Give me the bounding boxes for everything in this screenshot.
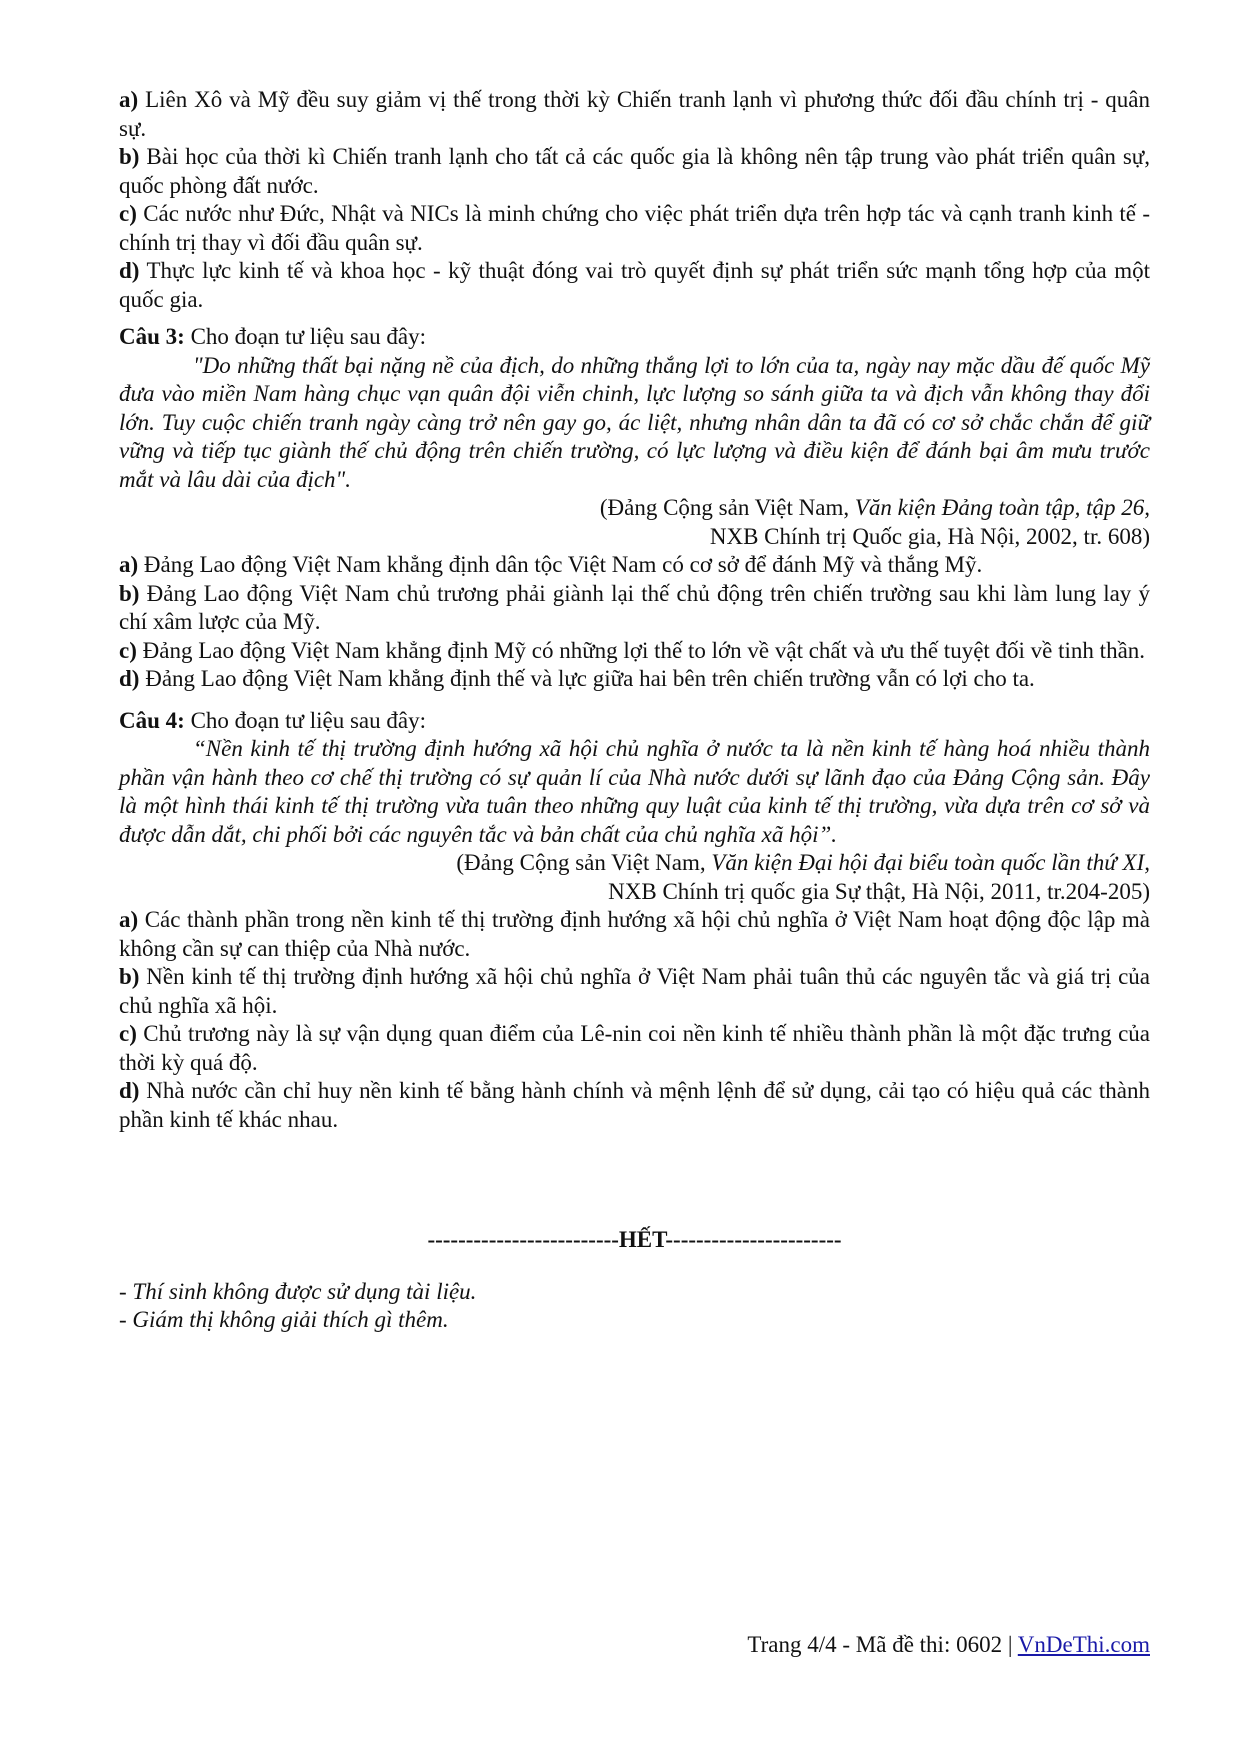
exam-page bbox=[119, 86, 1150, 1335]
q3-option-d: d) Đảng Lao động Việt Nam khẳng định thế và lực giữa hai bên trên chiến trường vẫn có lợi cho ta. bbox=[119, 666, 1035, 691]
q3-source: (Đảng Cộng sản Việt Nam, Văn kiện Đảng toàn tập, tập 26, bbox=[599, 495, 1150, 520]
q2-option-a: a) Liên Xô và Mỹ đều suy giảm vị thế trong thời kỳ Chiến tranh lạnh vì phương thức đối đầu chính trị - quân sự. bbox=[119, 87, 1151, 141]
q4-source-line2: NXB Chính trị quốc gia Sự thật, Hà Nội, 2011, tr.204-205) bbox=[608, 878, 1150, 904]
q4-option-c: c) Chủ trương này là sự vận dụng quan điểm của Lê-nin coi nền kinh tế nhiều thành phần là một đặc trưng của thời kỳ quá độ. bbox=[119, 1021, 1150, 1075]
q2-option-d: d) Thực lực kinh tế và khoa học - kỹ thuật đóng vai trò quyết định sự phát triển sức mạnh tổng hợp của một quốc gia. bbox=[119, 258, 1150, 312]
q4-option-d: d) Nhà nước cần chỉ huy nền kinh tế bằng hành chính và mệnh lệnh để sử dụng, cải tạo có hiệu quả các thành phần kinh tế khác nhau. bbox=[119, 1078, 1151, 1132]
q4-quote: “Nền kinh tế thị trường định hướng xã hội chủ nghĩa ở nước ta là nền kinh tế hàng hoá nhiều thành phần vận hành theo cơ chế thị trường có sự quản lí của Nhà nước dưới sự lãnh đạo của Đảng Cộng sản. Đây là một hình thái kinh tế thị trường vừa tuân theo những quy luật của kinh tế thị trường, vừa dựa trên cơ sở và được dẫn dắt, chi phối bởi các nguyên tắc và bản chất của chủ nghĩa xã hội”. bbox=[119, 736, 1150, 847]
page-footer: Trang 4/4 - Mã đề thi: 0602 | VnDeThi.com bbox=[747, 1632, 1150, 1657]
q2-option-c: c) Các nước như Đức, Nhật và NICs là minh chứng cho việc phát triển dựa trên hợp tác và cạnh tranh kinh tế - chính trị thay vì đối đầu quân sự. bbox=[119, 201, 1150, 255]
note-no-explanation: - Giám thị không giải thích gì thêm. bbox=[119, 1307, 449, 1332]
q3-option-a: a) Đảng Lao động Việt Nam khẳng định dân tộc Việt Nam có cơ sở để đánh Mỹ và thắng Mỹ. bbox=[119, 552, 983, 577]
q2-option-b: b) Bài học của thời kì Chiến tranh lạnh cho tất cả các quốc gia là không nên tập trung vào phát triển quân sự, quốc phòng đất nước. bbox=[119, 144, 1151, 198]
q2-options bbox=[119, 86, 1150, 314]
q3-quote: "Do những thất bại nặng nề của địch, do những thắng lợi to lớn của ta, ngày nay mặc dầu đế quốc Mỹ đưa vào miền Nam hàng chục vạn quân đội viễn chinh, lực lượng so sánh giữa ta và địch vẫn không thay đổi lớn. Tuy cuộc chiến tranh ngày càng trở nên gay go, ác liệt, nhưng nhân dân ta đã có cơ sở chắc chắn để giữ vững và tiếp tục giành thế chủ động trên chiến trường, có lực lượng và điều kiện để đánh bại âm mưu trước mắt và lâu dài của địch". bbox=[119, 352, 1150, 492]
q3-option-b: b) Đảng Lao động Việt Nam chủ trương phải giành lại thế chủ động trên chiến trường sau khi làm lung lay ý chí xâm lược của Mỹ. bbox=[119, 580, 1150, 634]
q4-source: (Đảng Cộng sản Việt Nam, Văn kiện Đại hội đại biểu toàn quốc lần thứ XI, bbox=[456, 850, 1150, 875]
note-no-materials: - Thí sinh không được sử dụng tài liệu. bbox=[119, 1278, 477, 1304]
question-3 bbox=[119, 323, 1150, 694]
q4-option-a: a) Các thành phần trong nền kinh tế thị trường định hướng xã hội chủ nghĩa ở Việt Nam hoạt động độc lập mà không cần sự can thiệp của Nhà nước. bbox=[119, 907, 1151, 961]
q3-prompt: Câu 3: Cho đoạn tư liệu sau đây: bbox=[119, 324, 426, 349]
question-4 bbox=[119, 707, 1150, 1135]
q3-source-line2: NXB Chính trị Quốc gia, Hà Nội, 2002, tr. 608) bbox=[709, 523, 1150, 549]
q3-option-c: c) Đảng Lao động Việt Nam khẳng định Mỹ có những lợi thế to lớn về vật chất và ưu thế tuyệt đối về tinh thần. bbox=[119, 637, 1146, 663]
end-marker: -------------------------HẾT----------------------- bbox=[427, 1227, 842, 1252]
q4-prompt: Câu 4: Cho đoạn tư liệu sau đây: bbox=[119, 707, 426, 733]
q4-option-b: b) Nền kinh tế thị trường định hướng xã hội chủ nghĩa ở Việt Nam phải tuân thủ các nguyên tắc và giá trị của chủ nghĩa xã hội. bbox=[119, 964, 1151, 1018]
footer-site-link[interactable]: VnDeThi.com bbox=[1017, 1632, 1150, 1657]
